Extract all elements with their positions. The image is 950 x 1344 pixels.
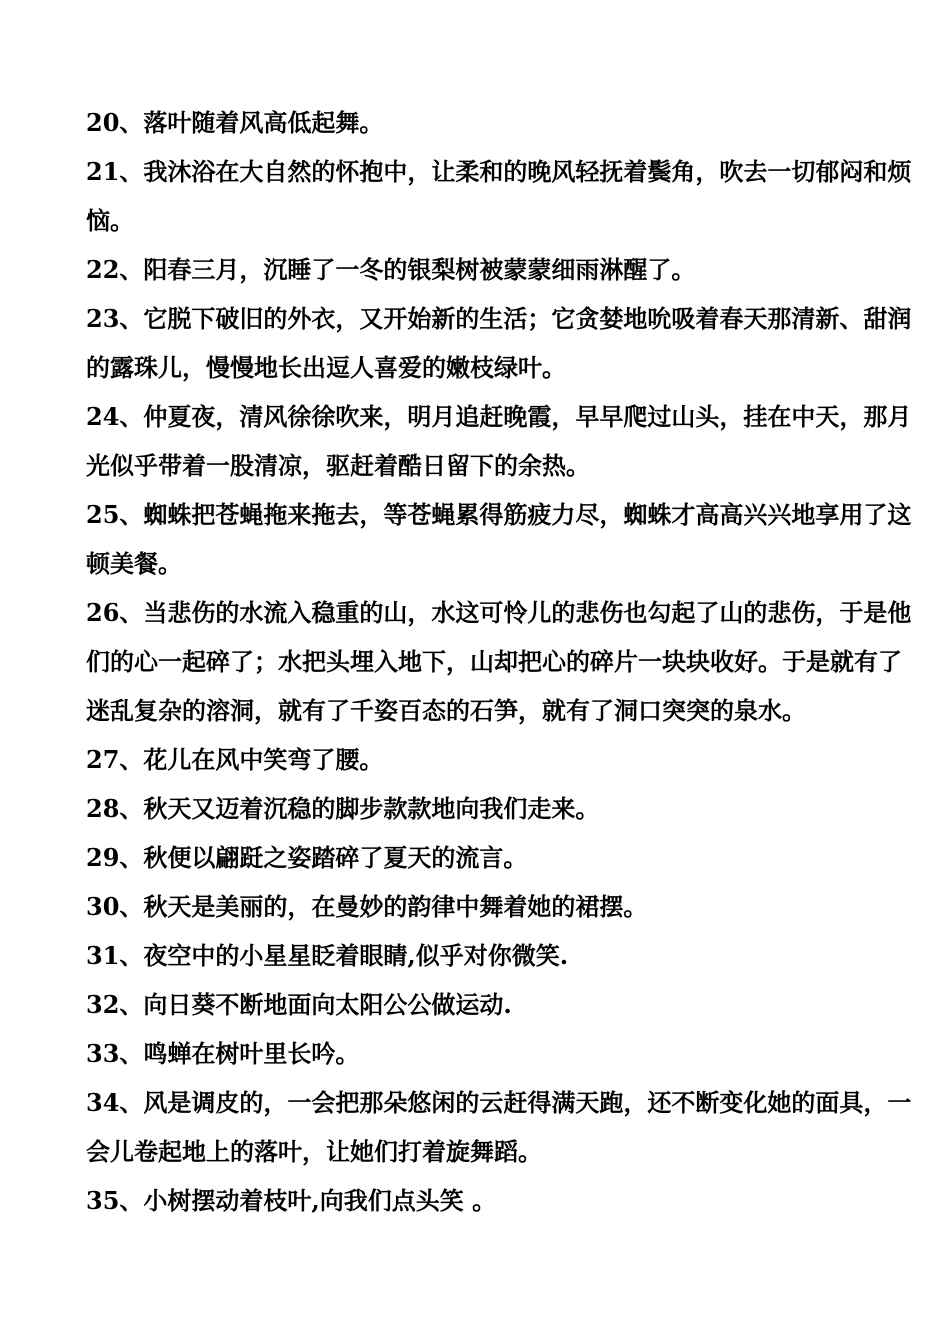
sentence-23: 23、它脱下破旧的外衣，又开始新的生活；它贪婪地吮吸着春天那清新、甜润的露珠儿，慢慢地长出逗人喜爱的嫩枝绿叶。 <box>86 304 912 382</box>
sentence-31: 31、夜空中的小星星眨着眼睛,似乎对你微笑. <box>86 941 569 970</box>
sentence-28: 28、秋天又迈着沉稳的脚步款款地向我们走来。 <box>86 794 600 823</box>
sentence-25: 25、蜘蛛把苍蝇拖来拖去，等苍蝇累得筋疲力尽，蜘蛛才高高兴兴地享用了这顿美餐。 <box>86 500 912 578</box>
sentence-22: 22、阳春三月，沉睡了一冬的银梨树被蒙蒙细雨淋醒了。 <box>86 255 696 284</box>
sentence-33: 33、鸣蝉在树叶里长吟。 <box>86 1039 360 1068</box>
document-body <box>86 98 916 1225</box>
sentence-26: 26、当悲伤的水流入稳重的山，水这可怜儿的悲伤也勾起了山的悲伤，于是他们的心一起碎了；水把头埋入地下，山却把心的碎片一块块收好。于是就有了迷乱复杂的溶洞，就有了千姿百态的石笋，就有了洞口突突的泉水。 <box>86 598 912 725</box>
sentence-24: 24、仲夏夜，清风徐徐吹来，明月追赶晚霞，早早爬过山头，挂在中天，那月光似乎带着一股清凉，驱赶着酷日留下的余热。 <box>86 402 912 480</box>
sentence-34: 34、风是调皮的，一会把那朵悠闲的云赶得满天跑，还不断变化她的面具，一会儿卷起地上的落叶，让她们打着旋舞蹈。 <box>86 1088 912 1166</box>
sentence-20: 20、落叶随着风高低起舞。 <box>86 108 384 137</box>
sentence-32: 32、向日葵不断地面向太阳公公做运动. <box>86 990 512 1019</box>
sentence-29: 29、秋便以翩跹之姿踏碎了夏天的流言。 <box>86 843 528 872</box>
sentence-30: 30、秋天是美丽的，在曼妙的韵律中舞着她的裙摆。 <box>86 892 648 921</box>
sentence-35: 35、小树摆动着枝叶,向我们点头笑 。 <box>86 1186 497 1215</box>
sentence-21: 21、我沐浴在大自然的怀抱中，让柔和的晚风轻抚着鬓角，吹去一切郁闷和烦恼。 <box>86 157 912 235</box>
sentence-27: 27、花儿在风中笑弯了腰。 <box>86 745 384 774</box>
